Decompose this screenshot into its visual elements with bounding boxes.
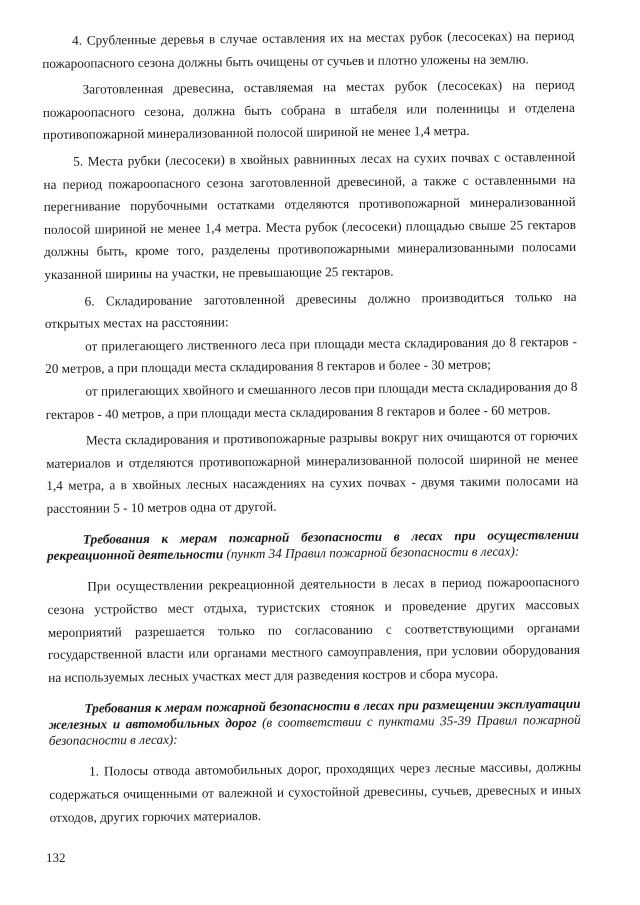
paragraph-road-strips: 1. Полосы отвода автомобильных дорог, проходящих через лесные массивы, должны содержаться очищенными от валежной и сухостойной древесины, сучьев, древесных и иных отходов, других горючих материалов. — [49, 759, 582, 825]
section-heading-recreation — [47, 527, 579, 564]
paragraph-harvested-wood: Заготовленная древесина, оставляемая на местах рубок (лесосеках) на период пожароопасного сезона, должна быть собрана в штабеля или поленницы и отделена противопожарной минерализованной полосой шириной не менее 1,4 метра. — [42, 77, 575, 143]
paragraph-item-6: 6. Складирование заготовленной древесины должно производиться только на открытых местах на расстоянии: — [44, 288, 577, 332]
section-heading-recreation-title: Требования к мерам пожарной безопасности в лесах при осуществлении рекреационной деятельности — [46, 527, 579, 564]
page-content — [42, 25, 582, 829]
paragraph-recreation: При осуществлении рекреационной деятельности в лесах в период пожароопасного сезона устройство мест отдыха, туристских стоянок и проведение других массовых мероприятий разрешается только по согласованию с соответствующими органами государственной власти или органами местного самоуправления, при условии оборудования на используемых лесных участках мест для разведения костров и сбора мусора. — [47, 574, 581, 685]
page-number: 132 — [46, 850, 66, 865]
paragraph-coniferous-distance: от прилегающих хвойного и смешанного лесов при площади места складирования до 8 гектаров - 40 метров, а при площади места складирования 8 гектаров и более - 60 метров. — [45, 378, 578, 422]
section-heading-roads-note: (в соответствии с пунктами 35-39 Правил пожарной безопасности в лесах): — [48, 712, 581, 749]
paragraph-storage-clearing: Места складирования и противопожарные разрывы вокруг них очищаются от горючих материалов и отделяются противопожарной минерализованной полосой шириной не менее 1,4 метра, а в хвойных лесных насаждениях на сухих почвах - двумя такими полосами на расстоянии 5 - 10 метров одна от другой. — [46, 427, 579, 516]
paragraph-item-5: 5. Места рубки (лесосеки) в хвойных равнинных лесах на сухих почвах с оставленной на период пожароопасного сезона заготовленной древесиной, а также с оставленными на перегнивание порубочными остатками отделяются противопожарной минерализованной полосой шириной не менее 1,4 метра. Места рубок (лесосеки) площадью свыше 25 гектаров должны быть, кроме того, разделены противопожарными минерализованными полосами указанной ширины на участки, не превышающие 25 гектаров. — [43, 148, 577, 282]
paragraph-item-4: 4. Срубленные деревья в случае оставления их на местах рубок (лесосеках) на период пожароопасного сезона должны быть очищены от сучьев и плотно уложены на землю. — [42, 27, 575, 71]
section-heading-roads — [48, 696, 580, 749]
section-heading-roads-title: Требования к мерам пожарной безопасности в лесах при размещении эксплуатации железных и автомобильных дорог — [48, 696, 581, 733]
section-heading-recreation-note: (пункт 34 Правил пожарной безопасности в лесах): — [223, 543, 520, 562]
paragraph-deciduous-distance: от прилегающего лиственного леса при площади места складирования до 8 гектаров - 20 метров, а при площади места складирования 8 гектаров и более - 30 метров; — [45, 333, 578, 377]
